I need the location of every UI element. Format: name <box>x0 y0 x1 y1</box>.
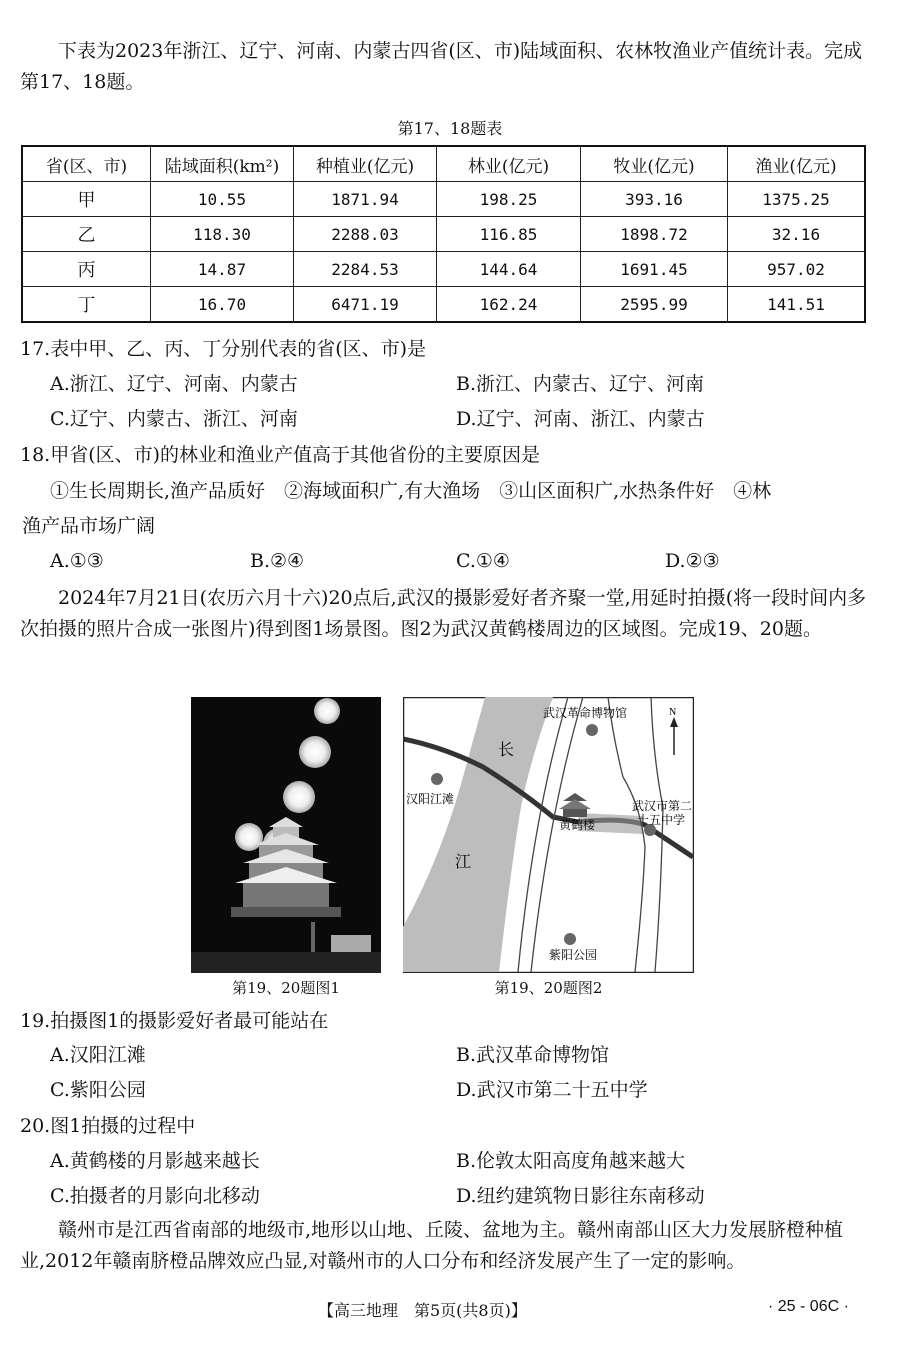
cell: 6471.19 <box>294 287 437 323</box>
cell: 2288.03 <box>294 217 437 252</box>
table-row <box>22 287 865 323</box>
intro-17-18: 下表为2023年浙江、辽宁、河南、内蒙古四省(区、市)陆域面积、农林牧渔业产值统计表。完成第17、18题。 <box>20 40 863 93</box>
statistics-table <box>21 145 866 323</box>
north-label: N <box>669 707 677 718</box>
moon-icon <box>283 781 315 813</box>
cell: 32.16 <box>728 217 866 252</box>
cell: 393.16 <box>581 182 728 217</box>
cell: 198.25 <box>437 182 581 217</box>
q19-option-c: C.紫阳公园 <box>50 1079 146 1101</box>
q20-option-b: B.伦敦太阳高度角越来越大 <box>456 1150 686 1172</box>
q20-option-a: A.黄鹤楼的月影越来越长 <box>50 1150 260 1172</box>
cell: 10.55 <box>151 182 294 217</box>
label-river-chang: 长 <box>498 740 515 759</box>
table-row <box>22 182 865 217</box>
hanyang-location-icon <box>431 773 443 785</box>
cell: 957.02 <box>728 252 866 287</box>
figure-1-photo <box>191 697 381 973</box>
intro-ganzhou: 赣州市是江西省南部的地级市,地形以山地、丘陵、盆地为主。赣州南部山区大力发展脐橙种植业,2012年赣南脐橙品牌效应凸显,对赣州市的人口分布和经济发展产生了一定的影响。 <box>20 1219 844 1272</box>
moon-icon <box>314 698 340 724</box>
q18-option-c: C.①④ <box>456 550 510 572</box>
label-school-1: 武汉市第二 <box>632 799 693 813</box>
q17-option-c: C.辽宁、内蒙古、浙江、河南 <box>50 408 298 430</box>
cell: 141.51 <box>728 287 866 323</box>
cell: 1691.45 <box>581 252 728 287</box>
q17-stem: 17.表中甲、乙、丙、丁分别代表的省(区、市)是 <box>20 338 427 360</box>
intro-19-20: 2024年7月21日(农历六月十六)20点后,武汉的摄影爱好者齐聚一堂,用延时拍摄(将一段时间内多次拍摄的照片合成一张图片)得到图1场景图。图2为武汉黄鹤楼周边的区域图。完成19、20题。 <box>20 587 867 640</box>
header-forestry: 林业(亿元) <box>437 146 581 182</box>
table-row <box>22 217 865 252</box>
q19-option-d: D.武汉市第二十五中学 <box>456 1079 648 1101</box>
museum-location-icon <box>586 724 598 736</box>
label-museum: 武汉革命博物馆 <box>543 706 628 720</box>
q18-option-b: B.②④ <box>250 550 305 572</box>
cell: 1375.25 <box>728 182 866 217</box>
cell: 甲 <box>22 182 151 217</box>
label-school-2: 十五中学 <box>637 813 686 827</box>
header-animal: 牧业(亿元) <box>581 146 728 182</box>
q18-items-line1: ①生长周期长,渔产品质好 ②海域面积广,有大渔场 ③山区面积广,水热条件好 ④林 <box>50 480 772 502</box>
cell: 116.85 <box>437 217 581 252</box>
header-crop: 种植业(亿元) <box>294 146 437 182</box>
cell: 1898.72 <box>581 217 728 252</box>
q18-option-a: A.①③ <box>50 550 104 572</box>
cell: 118.30 <box>151 217 294 252</box>
label-tower: 黄鹤楼 <box>559 818 596 832</box>
header-fishery: 渔业(亿元) <box>728 146 866 182</box>
park-location-icon <box>564 933 576 945</box>
q18-option-d: D.②③ <box>665 550 720 572</box>
q20-stem: 20.图1拍摄的过程中 <box>20 1115 196 1137</box>
cell: 1871.94 <box>294 182 437 217</box>
q19-option-b: B.武汉革命博物馆 <box>456 1044 610 1066</box>
moon-icon <box>299 736 331 768</box>
table-row <box>22 252 865 287</box>
label-park: 紫阳公园 <box>549 948 598 962</box>
cell: 丙 <box>22 252 151 287</box>
q17-option-d: D.辽宁、河南、浙江、内蒙古 <box>456 408 705 430</box>
q18-stem: 18.甲省(区、市)的林业和渔业产值高于其他省份的主要原因是 <box>20 444 541 466</box>
cell: 162.24 <box>437 287 581 323</box>
cell: 丁 <box>22 287 151 323</box>
table-header-row <box>22 146 865 182</box>
q20-option-c: C.拍摄者的月影向北移动 <box>50 1185 260 1207</box>
table-caption: 第17、18题表 <box>397 119 503 138</box>
header-area: 陆域面积(km²) <box>151 146 294 182</box>
q17-option-b: B.浙江、内蒙古、辽宁、河南 <box>456 373 705 395</box>
cell: 2595.99 <box>581 287 728 323</box>
cell: 2284.53 <box>294 252 437 287</box>
figure-1-caption: 第19、20题图1 <box>232 979 340 997</box>
figure-2-caption: 第19、20题图2 <box>494 979 603 997</box>
q20-option-d: D.纽约建筑物日影往东南移动 <box>456 1185 705 1207</box>
q19-stem: 19.拍摄图1的摄影爱好者最可能站在 <box>20 1010 329 1032</box>
q19-option-a: A.汉阳江滩 <box>50 1044 146 1066</box>
footer-page-info: 【高三地理 第5页(共8页)】 <box>318 1301 527 1320</box>
cell: 14.87 <box>151 252 294 287</box>
moon-icon <box>235 823 263 851</box>
cell: 乙 <box>22 217 151 252</box>
cell: 16.70 <box>151 287 294 323</box>
label-river-jiang: 江 <box>455 852 472 871</box>
footer-code: · 25 - 06C · <box>768 1298 849 1315</box>
q18-items-line2: 渔产品市场广阔 <box>22 515 156 537</box>
cell: 144.64 <box>437 252 581 287</box>
label-hanyang: 汉阳江滩 <box>406 792 455 806</box>
q17-option-a: A.浙江、辽宁、河南、内蒙古 <box>50 373 298 395</box>
figure-2-map <box>403 697 694 973</box>
header-province: 省(区、市) <box>22 146 151 182</box>
